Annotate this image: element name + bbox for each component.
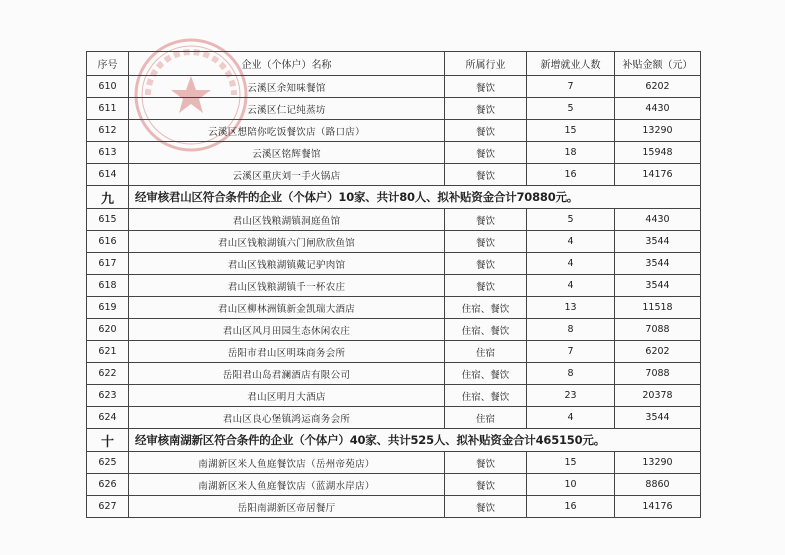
row-amount: 7088	[615, 363, 701, 385]
table-row	[87, 319, 701, 341]
row-jobs: 8	[527, 319, 615, 341]
row-seq: 619	[87, 297, 129, 319]
row-industry: 住宿、餐饮	[445, 385, 527, 407]
row-jobs: 4	[527, 275, 615, 297]
row-industry: 餐饮	[445, 98, 527, 120]
row-jobs: 23	[527, 385, 615, 407]
row-jobs: 4	[527, 407, 615, 429]
header-name: 企业（个体户）名称	[129, 52, 445, 76]
table-row	[87, 297, 701, 319]
row-name: 君山区柳林洲镇新金凯瑞大酒店	[129, 297, 445, 319]
header-industry: 所属行业	[445, 52, 527, 76]
row-amount: 15948	[615, 142, 701, 164]
table-row	[87, 142, 701, 164]
row-seq: 617	[87, 253, 129, 275]
row-name: 君山区钱粮湖镇洞庭鱼馆	[129, 209, 445, 231]
row-jobs: 7	[527, 76, 615, 98]
table-row	[87, 209, 701, 231]
row-amount: 4430	[615, 98, 701, 120]
section-number: 九	[87, 186, 129, 209]
row-seq: 626	[87, 474, 129, 496]
row-name: 云溪区余知味餐馆	[129, 76, 445, 98]
row-industry: 餐饮	[445, 76, 527, 98]
table-row	[87, 98, 701, 120]
row-industry: 餐饮	[445, 474, 527, 496]
section-number: 十	[87, 429, 129, 452]
row-amount: 3544	[615, 407, 701, 429]
row-name: 云溪区铭辉餐馆	[129, 142, 445, 164]
row-name: 君山区良心堡镇鸿运商务会所	[129, 407, 445, 429]
row-industry: 餐饮	[445, 452, 527, 474]
row-jobs: 15	[527, 452, 615, 474]
row-industry: 住宿、餐饮	[445, 297, 527, 319]
row-jobs: 16	[527, 496, 615, 518]
row-amount: 20378	[615, 385, 701, 407]
table-row	[87, 76, 701, 98]
subsidy-table	[86, 51, 701, 518]
header-seq: 序号	[87, 52, 129, 76]
row-jobs: 18	[527, 142, 615, 164]
table-row	[87, 341, 701, 363]
row-jobs: 16	[527, 164, 615, 186]
row-name: 君山区钱粮湖镇千一杯农庄	[129, 275, 445, 297]
header-row	[87, 52, 701, 76]
row-amount: 3544	[615, 275, 701, 297]
row-industry: 餐饮	[445, 231, 527, 253]
section-row	[87, 429, 701, 452]
table-row	[87, 253, 701, 275]
header-jobs: 新增就业人数	[527, 52, 615, 76]
row-industry: 餐饮	[445, 496, 527, 518]
row-name: 岳阳市君山区明珠商务会所	[129, 341, 445, 363]
row-jobs: 5	[527, 209, 615, 231]
table-row	[87, 275, 701, 297]
row-jobs: 8	[527, 363, 615, 385]
row-name: 南湖新区米人鱼庭餐饮店（蓝湖水岸店）	[129, 474, 445, 496]
row-name: 南湖新区米人鱼庭餐饮店（岳州帝苑店）	[129, 452, 445, 474]
table-row	[87, 474, 701, 496]
row-seq: 623	[87, 385, 129, 407]
section-row	[87, 186, 701, 209]
row-industry: 餐饮	[445, 275, 527, 297]
row-amount: 6202	[615, 76, 701, 98]
row-name: 岳阳君山岛君澜酒店有限公司	[129, 363, 445, 385]
row-industry: 餐饮	[445, 142, 527, 164]
row-name: 君山区明月大酒店	[129, 385, 445, 407]
row-seq: 614	[87, 164, 129, 186]
row-jobs: 13	[527, 297, 615, 319]
row-name: 岳阳南湖新区帝居餐厅	[129, 496, 445, 518]
row-industry: 住宿、餐饮	[445, 363, 527, 385]
row-name: 君山区钱粮湖镇六门闸欣欣鱼馆	[129, 231, 445, 253]
row-name: 云溪区重庆刘一手火锅店	[129, 164, 445, 186]
row-industry: 餐饮	[445, 120, 527, 142]
row-seq: 618	[87, 275, 129, 297]
table-row	[87, 363, 701, 385]
row-amount: 11518	[615, 297, 701, 319]
row-seq: 622	[87, 363, 129, 385]
row-seq: 625	[87, 452, 129, 474]
section-summary: 经审核君山区符合条件的企业（个体户）10家、共计80人、拟补贴资金合计70880元。	[129, 186, 701, 209]
row-name: 云溪区仁记纯蒸坊	[129, 98, 445, 120]
row-amount: 14176	[615, 496, 701, 518]
row-industry: 住宿、餐饮	[445, 319, 527, 341]
row-seq: 624	[87, 407, 129, 429]
table-row	[87, 452, 701, 474]
row-industry: 餐饮	[445, 253, 527, 275]
row-jobs: 10	[527, 474, 615, 496]
table-row	[87, 407, 701, 429]
section-summary: 经审核南湖新区符合条件的企业（个体户）40家、共计525人、拟补贴资金合计465150元。	[129, 429, 701, 452]
table-row	[87, 385, 701, 407]
table-row	[87, 231, 701, 253]
row-industry: 住宿	[445, 407, 527, 429]
row-amount: 7088	[615, 319, 701, 341]
row-amount: 4430	[615, 209, 701, 231]
row-seq: 612	[87, 120, 129, 142]
row-jobs: 7	[527, 341, 615, 363]
row-seq: 616	[87, 231, 129, 253]
row-amount: 6202	[615, 341, 701, 363]
row-name: 君山区风月田园生态休闲农庄	[129, 319, 445, 341]
row-amount: 3544	[615, 253, 701, 275]
row-jobs: 15	[527, 120, 615, 142]
row-amount: 14176	[615, 164, 701, 186]
header-amount: 补贴金额（元）	[615, 52, 701, 76]
row-amount: 8860	[615, 474, 701, 496]
row-industry: 餐饮	[445, 209, 527, 231]
row-jobs: 4	[527, 231, 615, 253]
row-seq: 615	[87, 209, 129, 231]
row-name: 君山区钱粮湖镇戴记驴肉馆	[129, 253, 445, 275]
row-amount: 13290	[615, 452, 701, 474]
row-jobs: 4	[527, 253, 615, 275]
row-seq: 610	[87, 76, 129, 98]
row-jobs: 5	[527, 98, 615, 120]
row-industry: 住宿	[445, 341, 527, 363]
row-seq: 611	[87, 98, 129, 120]
row-seq: 627	[87, 496, 129, 518]
row-amount: 13290	[615, 120, 701, 142]
table-row	[87, 496, 701, 518]
table-row	[87, 164, 701, 186]
row-name: 云溪区想陪你吃饭餐饮店（路口店）	[129, 120, 445, 142]
row-amount: 3544	[615, 231, 701, 253]
row-seq: 620	[87, 319, 129, 341]
row-industry: 餐饮	[445, 164, 527, 186]
row-seq: 621	[87, 341, 129, 363]
table-row	[87, 120, 701, 142]
row-seq: 613	[87, 142, 129, 164]
